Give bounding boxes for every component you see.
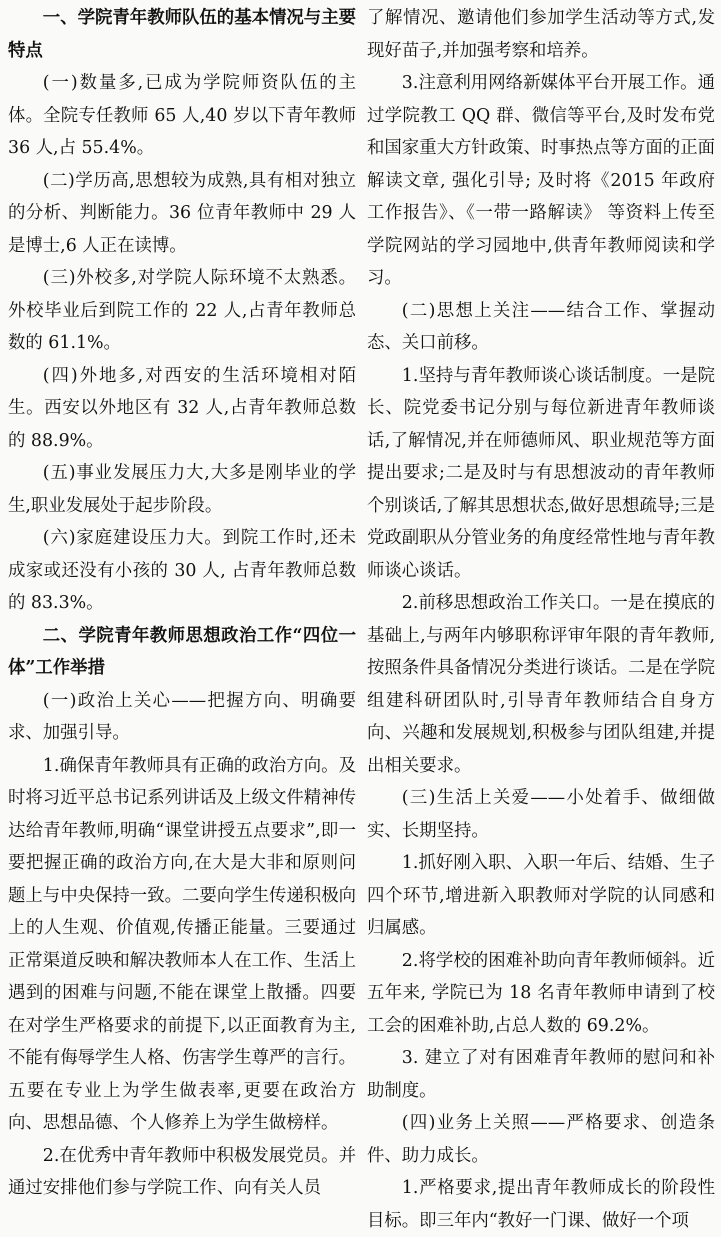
- paragraph: (二)学历高,思想较为成熟,具有相对独立的分析、判断能力。36 位青年教师中 29 人是博士,6 人正在读博。: [8, 170, 356, 256]
- paragraph: (一)数量多,已成为学院师资队伍的主体。全院专任教师 65 人,40 岁以下青年教师 36 人,占 55.4%。: [8, 73, 356, 158]
- section-heading: 一、学院青年教师队伍的基本情况与主要特点: [8, 8, 356, 61]
- paragraph: (四)外地多,对西安的生活环境相对陌生。西安以外地区有 32 人,占青年教师总数的 88.9%。: [8, 365, 356, 451]
- paragraph: (三)生活上关爱——小处着手、做细做实、长期坚持。: [367, 788, 715, 841]
- paragraph: 1.抓好刚入职、入职一年后、结婚、生子四个环节,增进新入职教师对学院的认同感和归属感。: [367, 853, 715, 938]
- left-column: [8, 2, 356, 1198]
- paragraph: (五)事业发展压力大,大多是刚毕业的学生,职业发展处于起步阶段。: [8, 463, 356, 516]
- paragraph: (三)外校多,对学院人际环境不太熟悉。外校毕业后到院工作的 22 人,占青年教师总数的 61.1%。: [8, 268, 356, 353]
- paragraph: 1.确保青年教师具有正确的政治方向。及时将习近平总书记系列讲话及上级文件精神传达给青年教师,明确“课堂讲授五点要求”,即一要把握正确的政治方向,在大是大非和原则问题上与中央保持一致。二要向学生传递积极向上的人生观、价值观,传播正能量。三要通过正常渠道反映和解决教师本人在工作、生活上遇到的困难与问题,不能在课堂上散播。四要在对学生严格要求的前提下,以正面教育为主,不能有侮辱学生人格、伤害学生尊严的言行。五要在专业上为学生做表率,更要在政治方向、思想品德、个人修养上为学生做榜样。: [8, 755, 356, 1133]
- paragraph: 2.将学校的困难补助向青年教师倾斜。近五年来, 学院已为 18 名青年教师申请到了校工会的困难补助,占总人数的 69.2%。: [367, 950, 715, 1036]
- paragraph: 2.前移思想政治工作关口。一是在摸底的基础上,与两年内够职称评审年限的青年教师,按照条件具备情况分类进行谈话。二是在学院组建科研团队时,引导青年教师结合自身方向、兴趣和发展规划,积极参与团队组建,并提出相关要求。: [367, 593, 715, 776]
- right-column: [367, 2, 715, 1231]
- paragraph: (四)业务上关照——严格要求、创造条件、助力成长。: [367, 1113, 715, 1166]
- paragraph: (六)家庭建设压力大。到院工作时,还未成家或还没有小孩的 30 人, 占青年教师总数的 83.3%。: [8, 528, 356, 613]
- paragraph: (一)政治上关心——把握方向、明确要求、加强引导。: [8, 690, 356, 743]
- paragraph: 3. 建立了对有困难青年教师的慰问和补助制度。: [367, 1048, 715, 1101]
- paragraph: 2.在优秀中青年教师中积极发展党员。并通过安排他们参与学院工作、向有关人员: [8, 1145, 356, 1198]
- paragraph-continuation: 了解情况、邀请他们参加学生活动等方式,发现好苗子,并加强考察和培养。: [367, 8, 715, 61]
- paragraph: 1.严格要求,提出青年教师成长的阶段性目标。即三年内“教好一门课、做好一个项: [367, 1178, 715, 1231]
- paragraph: 1.坚持与青年教师谈心谈话制度。一是院长、院党委书记分别与每位新进青年教师谈话,了解情况,并在师德师风、职业规范等方面提出要求;二是及时与有思想波动的青年教师个别谈话,了解其思想状态,做好思想疏导;三是党政副职从分管业务的角度经常性地与青年教师谈心谈话。: [367, 365, 715, 581]
- paragraph: (二)思想上关注——结合工作、掌握动态、关口前移。: [367, 300, 715, 353]
- paragraph: 3.注意利用网络新媒体平台开展工作。通过学院教工 QQ 群、微信等平台,及时发布党和国家重大方针政策、时事热点等方面的正面解读文章, 强化引导; 及时将《2015 年政府工作报告》、《一带一路解读》 等资料上传至学院网站的学习园地中,供青年教师阅读和学习。: [367, 73, 715, 288]
- section-heading: 二、学院青年教师思想政治工作“四位一体”工作举措: [8, 625, 356, 678]
